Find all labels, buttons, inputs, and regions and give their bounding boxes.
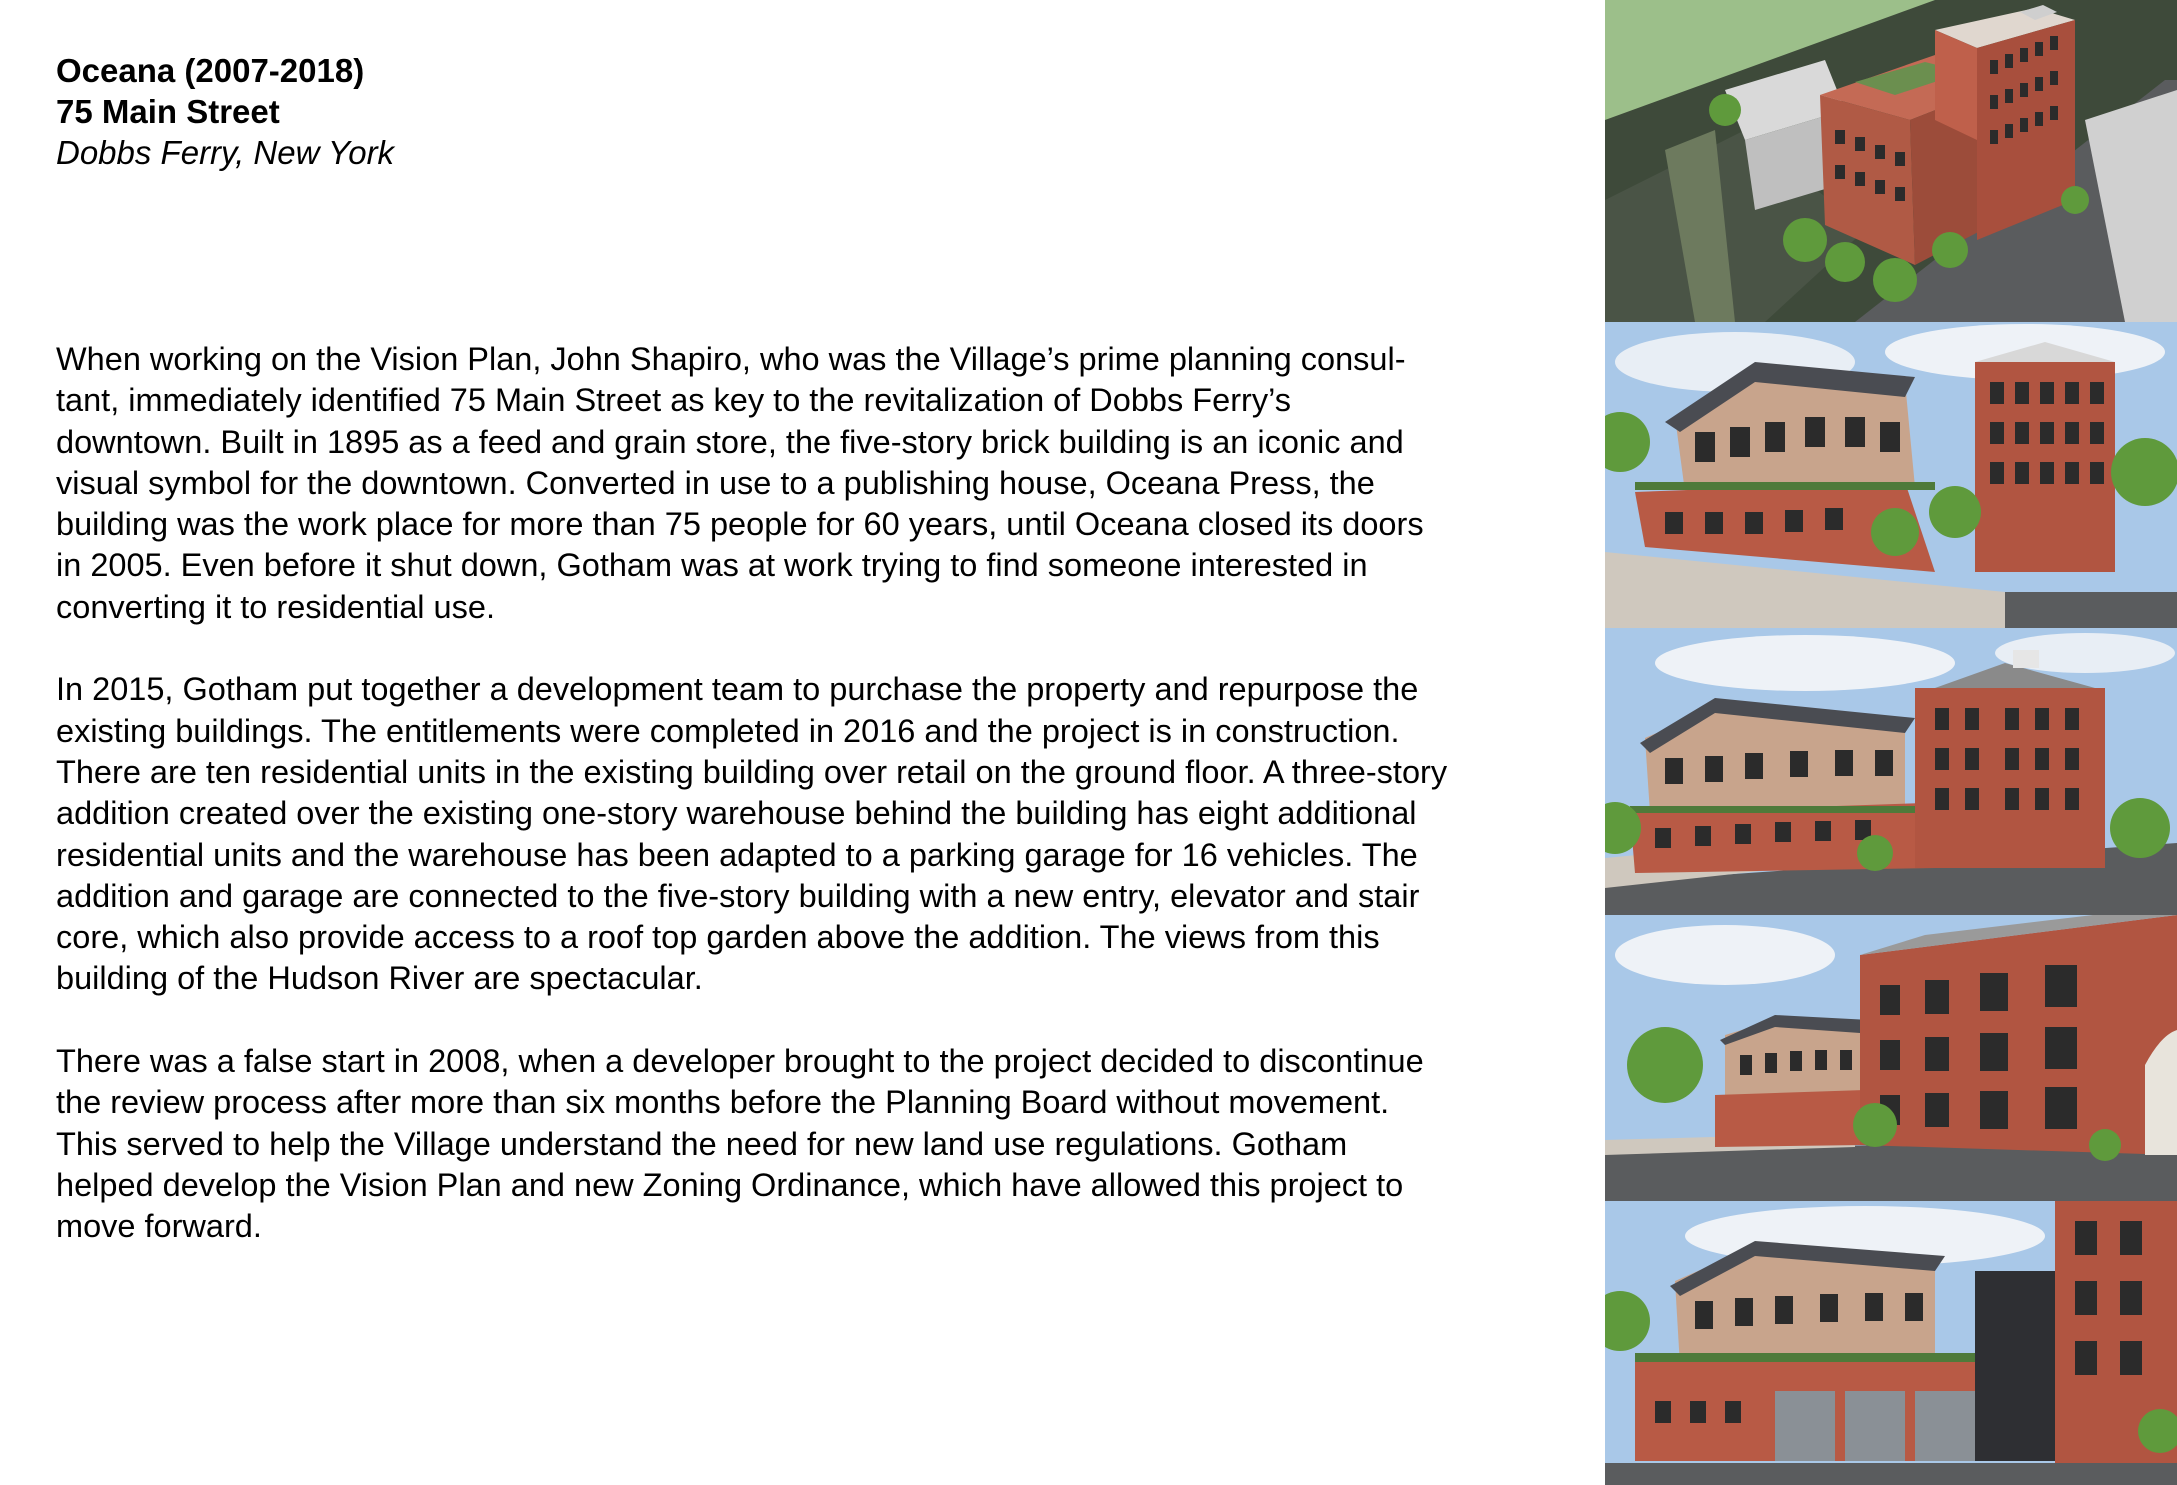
render-gallery <box>1605 0 2177 1485</box>
main-street-facade-render <box>1605 915 2177 1201</box>
garage-entry-render <box>1605 1201 2177 1485</box>
paragraph-false-start: There was a false start in 2008, when a developer brought to the project decided to discontinue the review process after more than six months before the Planning Board without movement. This served to help the Village understand the need for new land use regulations. Gotham helped develop the Vision Plan and new Zoning Ordinance, which have allowed this project to move forward. <box>56 1043 1424 1245</box>
addition-and-tower-render <box>1605 628 2177 915</box>
project-header <box>56 50 394 173</box>
project-address: 75 Main Street <box>56 93 280 130</box>
aerial-model-render <box>1605 0 2177 322</box>
street-corner-render <box>1605 322 2177 628</box>
project-location: Dobbs Ferry, New York <box>56 134 395 171</box>
project-description <box>56 339 1546 1289</box>
paragraph-history: When working on the Vision Plan, John Shapiro, who was the Village’s prime planning consul- tant, immediately identified 75 Main Street as key to the revitalization of Dobbs Ferry’s downtown. Built in 1895 as a feed and grain store, the five-story brick building is an iconic and visual symbol for the downtown. Converted in use to a publishing house, Oceana Press, the building was the work place for more than 75 people for 60 years, until Oceana closed its doors in 2005. Even before it shut down, Gotham was at work trying to find someone interested in converting it to residential use. <box>56 341 1424 625</box>
project-title: Oceana (2007-2018) <box>56 52 365 89</box>
paragraph-development: In 2015, Gotham put together a development team to purchase the property and repurpose the existing buildings. The entitlements were completed in 2016 and the project is in construction. There are ten residential units in the existing building over retail on the ground floor. A three-story addition created over the existing one-story warehouse behind the building has eight additional residential units and the warehouse has been adapted to a parking garage for 16 vehicles. The addition and garage are connected to the five-story building with a new entry, elevator and stair core, which also provide access to a roof top garden above the addition. The views from this building of the Hudson River are spectacular. <box>56 671 1448 997</box>
